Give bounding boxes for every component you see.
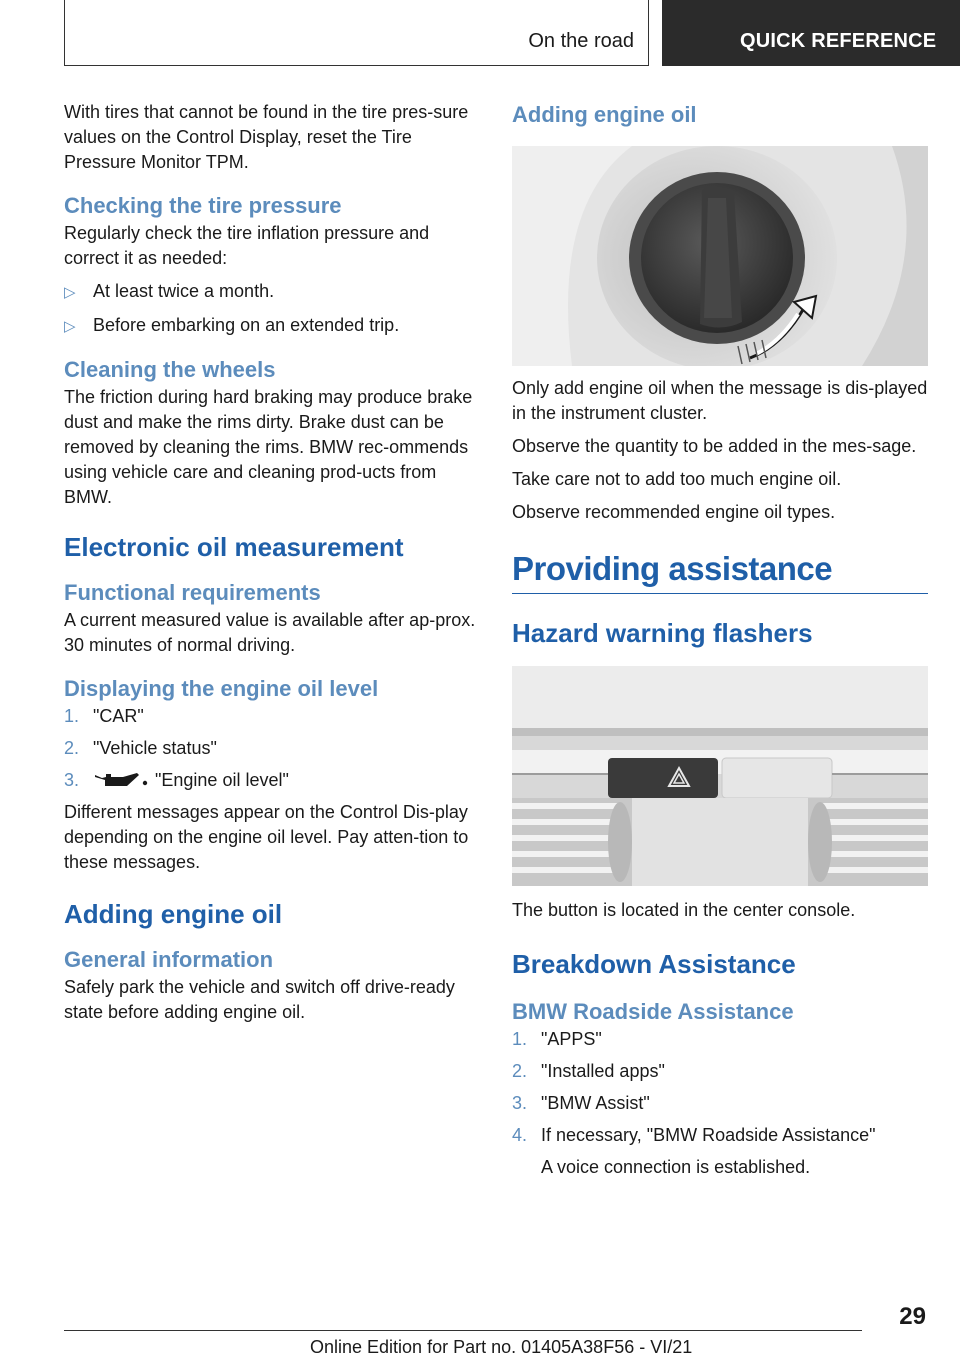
list-item: 1. "APPS" [512,1029,602,1049]
functional-text: A current measured value is available after ap-prox. 30 minutes of normal driving. [64,610,476,655]
right-column [512,100,928,1188]
left-column [64,100,484,1033]
adding-text-3: Take care not to add too much engine oil. [512,469,842,489]
checking-text: Regularly check the tire inflation pressure and correct it as needed: [64,223,430,268]
triangle-bullet-icon: ▷ [64,284,76,301]
adding-text-4: Observe recommended engine oil types. [512,502,836,522]
functional-requirements-heading: Functional requirements [64,580,321,605]
adding-text-1: Only add engine oil when the message is dis-played in the instrument cluster. [512,378,928,423]
cleaning-text: The friction during hard braking may produce brake dust and make the rims dirty. Brake dust can be removed by cleaning the rims. BMW rec-ommends using vehicle care and cleaning prod-ucts from BMW. [64,387,473,507]
electronic-oil-measurement-heading: Electronic oil measurement [64,532,404,562]
list-item: 3. "Engine oil level" [64,770,289,790]
header-section-title: On the road [528,30,634,52]
page-number: 29 [899,1303,926,1330]
list-item: 1. "CAR" [64,706,144,726]
triangle-bullet-icon: ▷ [64,318,76,335]
list-item: ▷ Before embarking on an extended trip. [64,313,484,339]
breakdown-assistance-heading: Breakdown Assistance [512,949,796,979]
edition-footer: Online Edition for Part no. 01405A38F56 - VI/21 [310,1337,693,1357]
list-item: 2. "Installed apps" [512,1061,665,1081]
cleaning-wheels-heading: Cleaning the wheels [64,357,276,382]
tpm-intro-text: With tires that cannot be found in the tire pres-sure values on the Control Display, reset the Tire Pressure Monitor TPM. [64,102,469,172]
footer-divider [64,1330,862,1331]
oil-filler-cap-image [512,146,928,366]
general-information-heading: General information [64,947,274,972]
list-item: 2. "Vehicle status" [64,738,217,758]
hazard-text: The button is located in the center console. [512,900,856,920]
list-item: 3. "BMW Assist" [512,1093,650,1113]
hazard-warning-flashers-heading: Hazard warning flashers [512,618,813,648]
checking-tire-pressure-heading: Checking the tire pressure [64,193,342,218]
adding-engine-oil-heading: Adding engine oil [64,899,283,929]
list-item: 4. If necessary, "BMW Roadside Assistance" [512,1125,876,1145]
providing-assistance-heading: Providing assistance [512,549,928,594]
adding-engine-oil-subheading: Adding engine oil [512,102,697,127]
quick-reference-tab[interactable]: QUICK REFERENCE [662,0,960,66]
general-text: Safely park the vehicle and switch off drive-ready state before adding engine oil. [64,977,455,1022]
displaying-oil-level-heading: Displaying the engine oil level [64,676,379,701]
bmw-roadside-assistance-heading: BMW Roadside Assistance [512,999,794,1024]
roadside-note: A voice connection is established. [541,1157,811,1177]
adding-text-2: Observe the quantity to be added in the mes-sage. [512,436,917,456]
hazard-button-image [512,666,928,886]
display-text: Different messages appear on the Control Dis-play depending on the engine oil level. Pay atten-tion to these messages. [64,802,469,872]
oil-can-icon [93,769,149,791]
list-item: ▷ At least twice a month. [64,279,484,305]
